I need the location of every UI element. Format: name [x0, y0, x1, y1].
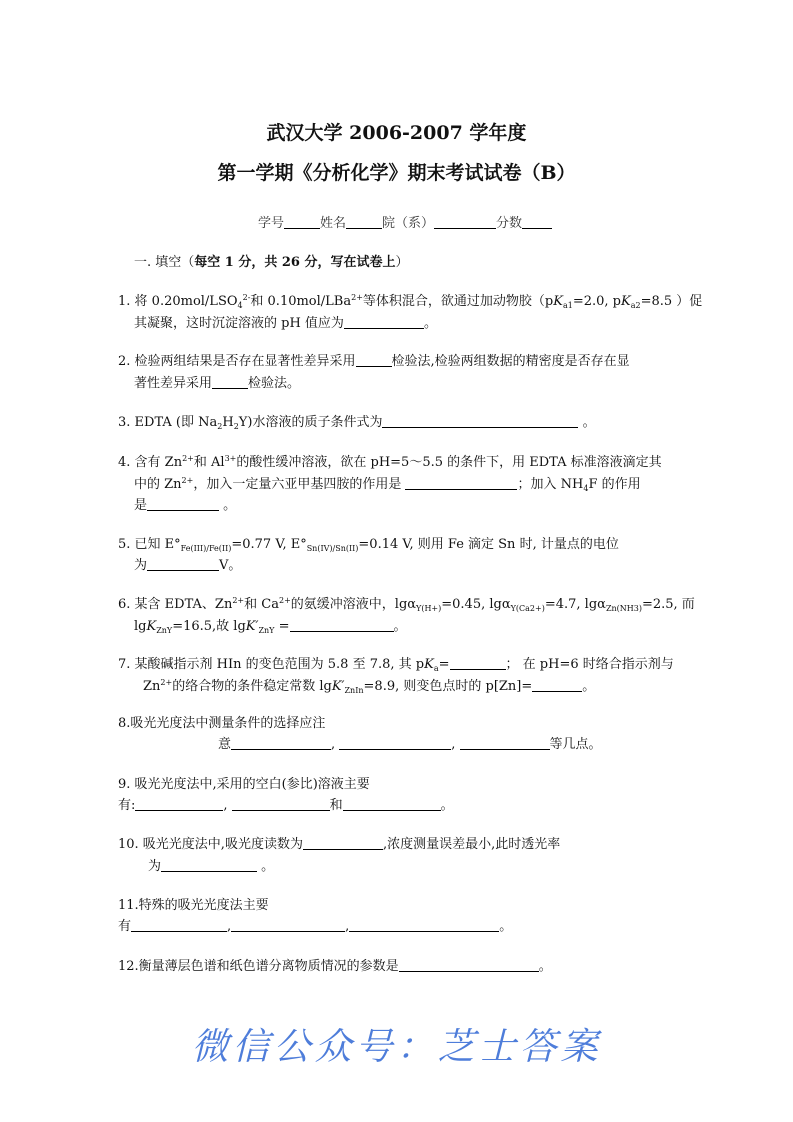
text-run: lg — [134, 619, 147, 634]
question-line — [218, 737, 602, 753]
subscript: 4 — [583, 484, 589, 493]
text-run: 其凝聚，这时沉淀溶液的 pH 值应为 — [134, 316, 344, 331]
text-run: 一. 填空（ — [134, 255, 195, 270]
text-run: 。 — [257, 859, 275, 874]
text-run: H — [222, 415, 234, 430]
exam-subtitle: 第一学期《分析化学》期末考试试卷（B） — [217, 162, 576, 184]
question-line — [143, 679, 595, 695]
text-run: Y)水溶液的质子条件式为 — [238, 415, 383, 430]
text-run: K — [553, 294, 563, 309]
superscript: 2+ — [181, 476, 194, 485]
question-line — [134, 619, 407, 635]
answer-blank[interactable] — [161, 859, 257, 872]
text-run: F 的作用 — [588, 477, 641, 492]
answer-blank[interactable] — [231, 919, 345, 932]
subscript: a — [433, 664, 439, 673]
subscript: 4 — [237, 301, 243, 310]
question-line — [118, 354, 630, 370]
text-run: 等体积混合，欲通过加动物胶（p — [362, 294, 554, 309]
subscript: ZnIn — [344, 686, 364, 695]
text-run: 8.吸光光度法中测量条件的选择应注 — [118, 716, 326, 731]
text-run: = — [438, 657, 450, 672]
exam-title: 武汉大学 2006-2007 学年度 — [266, 122, 527, 144]
text-run: K — [620, 294, 631, 309]
text-run: =0.14 V, 则用 Fe 滴定 Sn 时, 计量点的电位 — [358, 537, 619, 552]
text-run: , — [331, 737, 340, 752]
text-run: 和 Ca — [244, 597, 279, 612]
text-run: 。 — [440, 798, 454, 813]
watermark: 微信公众号：芝士答案 — [191, 1025, 602, 1068]
text-run: 11.特殊的吸光光度法主要 — [118, 898, 269, 913]
text-run: ； 在 pH=6 时络合指示剂与 — [505, 657, 674, 672]
answer-blank[interactable] — [399, 959, 539, 972]
question-line — [118, 657, 674, 673]
answer-blank[interactable] — [232, 798, 330, 811]
question-line — [118, 919, 512, 935]
text-run: ，加入一定量六亚甲基四胺的作用是 — [193, 477, 406, 492]
text-run: =0.45, lgα — [441, 597, 511, 612]
question-line — [134, 376, 300, 392]
text-run: , — [345, 919, 350, 934]
text-run: ） — [395, 255, 409, 270]
text-run: 的络合物的条件稳定常数 lg — [172, 679, 332, 694]
answer-blank[interactable] — [131, 919, 227, 932]
text-run: 10. 吸光光度法中,吸光度读数为 — [118, 837, 303, 852]
text-run: =4.7, lgα — [544, 597, 606, 612]
subscript: ZnY — [156, 626, 173, 635]
text-run: =8.5 ）促 — [640, 294, 703, 309]
question-line — [134, 316, 437, 332]
text-run: 检验法。 — [248, 376, 301, 391]
question-line — [118, 898, 269, 914]
superscript: 2+ — [278, 596, 291, 605]
text-run: V。 — [219, 558, 242, 573]
text-run: =2.0, p — [572, 294, 621, 309]
answer-blank[interactable] — [344, 316, 424, 329]
superscript: 2+ — [232, 596, 245, 605]
section-heading — [134, 255, 409, 271]
text-run: , — [227, 919, 232, 934]
text-run: =0.77 V, E° — [231, 537, 307, 552]
text-run: 9. 吸光光度法中,采用的空白(参比)溶液主要 — [118, 777, 370, 792]
answer-blank[interactable] — [532, 679, 582, 692]
answer-blank[interactable] — [382, 415, 578, 428]
answer-blank[interactable] — [290, 619, 394, 632]
subscript: ZnY — [258, 626, 275, 635]
text-run: 。 — [578, 415, 596, 430]
text-run: 为 — [134, 558, 148, 573]
answer-blank[interactable] — [212, 376, 248, 389]
text-run: 等几点。 — [549, 737, 602, 752]
text-run: 学号 — [258, 216, 285, 231]
text-run: 2. 检验两组结果是否存在显著性差异采用 — [118, 354, 356, 369]
text-run: 。 — [423, 316, 437, 331]
answer-blank[interactable] — [460, 737, 550, 750]
text-run: 的酸性缓冲溶液，欲在 pH=5～5.5 的条件下，用 EDTA 标准溶液滴定其 — [236, 455, 662, 470]
question-line — [118, 455, 662, 471]
text-run: 分数 — [496, 216, 523, 231]
text-run: 和 — [329, 798, 343, 813]
question-line — [118, 716, 325, 732]
question-line — [118, 798, 454, 814]
text-run: 。 — [393, 619, 407, 634]
text-run: =2.5, 而 — [641, 597, 695, 612]
answer-blank[interactable] — [343, 798, 441, 811]
subscript: Zn(NH3) — [605, 604, 642, 613]
text-run: 为 — [148, 859, 162, 874]
answer-blank[interactable] — [303, 837, 383, 850]
text-run: K′ — [331, 679, 345, 694]
superscript: 2+ — [160, 678, 173, 687]
text-run: 7. 某酸碱指示剂 HIn 的变色范围为 5.8 至 7.8, 其 p — [118, 657, 425, 672]
question-line — [134, 477, 641, 493]
text-run: , — [451, 737, 460, 752]
question-line — [118, 959, 552, 975]
text-run: K′ — [245, 619, 259, 634]
text-run: =8.9, 则变色点时的 p[Zn]= — [363, 679, 533, 694]
answer-blank[interactable] — [349, 919, 499, 932]
text-run: 4. 含有 Zn — [118, 455, 183, 470]
answer-blank[interactable] — [284, 216, 320, 229]
text-run: 意 — [218, 737, 232, 752]
subscript: Y(Ca2+) — [510, 604, 545, 613]
text-run: 著性差异采用 — [134, 376, 213, 391]
text-run: 院（系） — [382, 216, 435, 231]
superscript: 2+ — [182, 454, 194, 463]
superscript: 2- — [242, 293, 251, 302]
question-line — [118, 415, 596, 431]
text-run: 1. 将 0.20mol/LSO — [118, 294, 238, 309]
answer-blank[interactable] — [356, 354, 392, 367]
answer-blank[interactable] — [450, 657, 506, 670]
student-info-line — [258, 216, 552, 232]
answer-blank[interactable] — [522, 216, 552, 229]
superscript: 2+ — [351, 293, 363, 302]
text-run: 中的 Zn — [134, 477, 182, 492]
question-line — [134, 558, 241, 574]
text-run: 每空 1 分，共 26 分，写在试卷上 — [194, 255, 396, 270]
superscript: 3+ — [224, 454, 237, 463]
subscript: a1 — [562, 301, 573, 310]
text-run: 。 — [219, 498, 237, 513]
text-run: 3. EDTA (即 Na — [118, 415, 218, 430]
question-line — [118, 837, 560, 853]
subscript: 2 — [233, 422, 239, 431]
answer-blank[interactable] — [231, 737, 331, 750]
subscript: 2 — [217, 422, 223, 431]
answer-blank[interactable] — [147, 558, 219, 571]
answer-blank[interactable] — [339, 737, 451, 750]
text-run: 和 0.10mol/LBa — [250, 294, 352, 309]
answer-blank[interactable] — [405, 477, 517, 490]
text-run: 6. 某含 EDTA、Zn — [118, 597, 233, 612]
subscript: Y(H+) — [416, 604, 442, 613]
answer-blank[interactable] — [147, 498, 219, 511]
text-run: K — [146, 619, 157, 634]
text-run: = — [274, 619, 290, 634]
question-line — [118, 537, 619, 553]
text-run: 和 Al — [193, 455, 225, 470]
text-run: 有: — [118, 798, 136, 813]
text-run: 检验法,检验两组数据的精密度是否存在显 — [391, 354, 630, 369]
text-run: 12.衡量薄层色谱和纸色谱分离物质情况的参数是 — [118, 959, 399, 974]
answer-blank[interactable] — [434, 216, 496, 229]
subscript: Fe(III)/Fe(II) — [180, 544, 232, 553]
text-run: , — [223, 798, 232, 813]
question-line — [118, 294, 702, 310]
text-run: =16.5,故 lg — [172, 619, 246, 634]
question-line — [148, 859, 274, 875]
subscript: Sn(IV)/Sn(II) — [306, 544, 359, 553]
question-line — [134, 498, 236, 514]
subscript: a2 — [630, 301, 641, 310]
text-run: ；加入 NH — [517, 477, 584, 492]
text-run: 姓名 — [320, 216, 347, 231]
text-run: 是 — [134, 498, 148, 513]
text-run: 。 — [499, 919, 513, 934]
text-run: 的氨缓冲溶液中，lgα — [290, 597, 417, 612]
text-run: Zn — [143, 679, 161, 694]
text-run: 有 — [118, 919, 132, 934]
text-run: K — [424, 657, 434, 672]
text-run: 。 — [538, 959, 552, 974]
answer-blank[interactable] — [135, 798, 223, 811]
text-run: 。 — [582, 679, 596, 694]
text-run: ,浓度测量误差最小,此时透光率 — [382, 837, 561, 852]
text-run: 5. 已知 E° — [118, 537, 181, 552]
question-line — [118, 777, 370, 793]
answer-blank[interactable] — [346, 216, 382, 229]
question-line — [118, 597, 695, 613]
